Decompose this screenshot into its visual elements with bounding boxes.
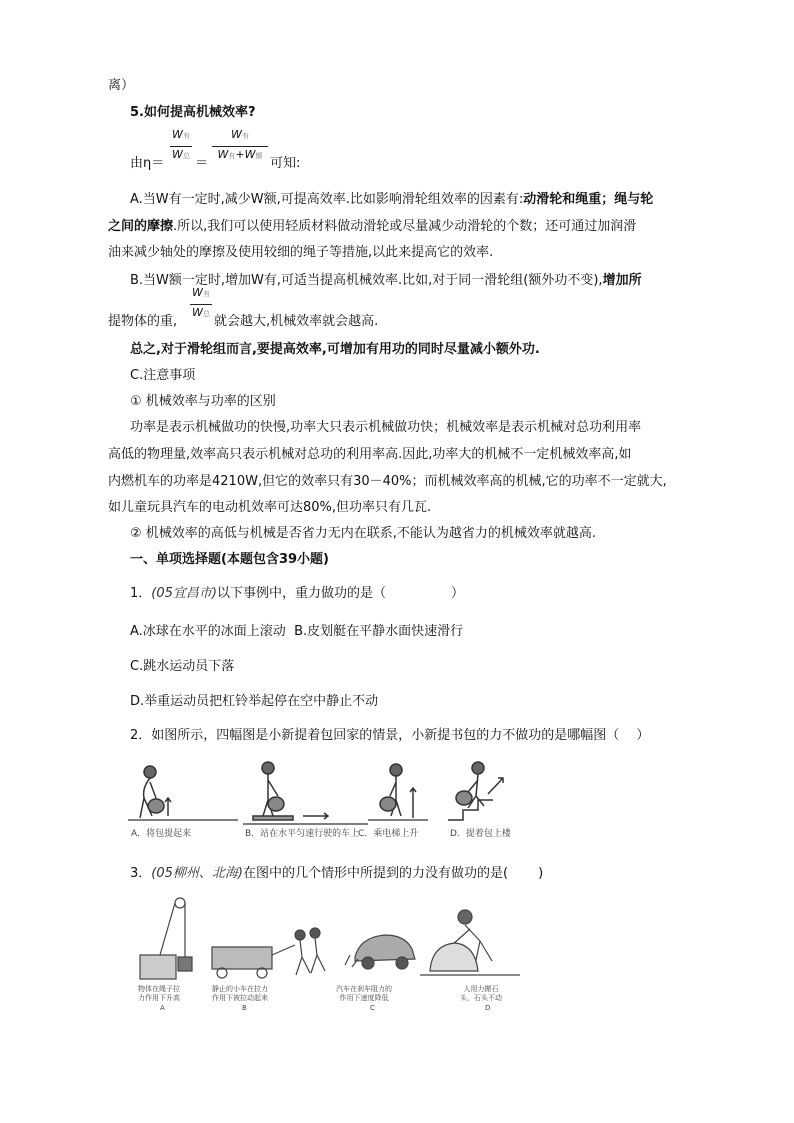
para-a-line3: 油来减少轴处的摩擦及使用较细的绳子等措施,以此来提高它的效率. — [108, 245, 494, 260]
fraction2-denominator: W有+W额 — [217, 148, 263, 161]
q3-letter-b: B — [242, 1004, 247, 1012]
q3-caption-c: 汽车在刹车阻力的 作用下速度降低 — [336, 985, 392, 1002]
note1-line3: 内燃机车的功率是4210W,但它的效率只有30－40%；而机械效率高的机械,它的功率不一定就大, — [108, 474, 667, 489]
q2-caption-a: A．将包提起来 — [131, 829, 192, 839]
q2-caption-d: D．提着包上楼 — [450, 829, 511, 839]
fraction2-numerator: W有 — [231, 128, 249, 141]
note2: ② 机械效率的高低与机械是否省力无内在联系,不能认为越省力的机械效率就越高. — [130, 526, 597, 541]
note1-line2: 高低的物理量,效率高只表示机械对总功的利用率高.因此,功率大的机械不一定机械效率高,如 — [108, 447, 632, 462]
q1-stem: 1．(05宜昌市)以下事例中，重力做功的是（ ） — [130, 586, 464, 601]
top-fragment: 离） — [108, 78, 135, 93]
para-b-line1: B.当W额一定时,增加W有,可适当提高机械效率.比如,对于同一滑轮组(额外功不变),增加所 — [130, 273, 642, 288]
part1-heading: 一、单项选择题(本题包含39小题) — [130, 552, 329, 567]
note1-line4: 如儿童玩具汽车的电动机效率可达80%,但功率只有几瓦. — [108, 500, 432, 515]
para-a-line1: A.当W有一定时,减少W额,可提高效率.比如影响滑轮组效率的因素有:动滑轮和绳重；绳与轮 — [130, 192, 654, 207]
q3-letter-d: D — [485, 1004, 491, 1012]
q1-option-c: C.跳水运动员下落 — [130, 659, 235, 674]
q3-figure — [130, 895, 530, 990]
q2-caption-c: C．乘电梯上升 — [358, 829, 419, 839]
q1-option-d: D.举重运动员把杠铃举起停在空中静止不动 — [130, 694, 379, 709]
note-c: C.注意事项 — [130, 368, 196, 383]
fraction1-bar — [170, 146, 192, 147]
formula-equals: ＝ — [195, 156, 209, 171]
q1-option-a: A.冰球在水平的冰面上滚动 B.皮划艇在平静水面快速滑行 — [130, 624, 464, 639]
para-b-line2-rest: 就会越大,机械效率就会越高. — [214, 314, 379, 329]
small-fraction-numerator: W有 — [192, 286, 210, 299]
formula-prefix: 由η＝ — [130, 156, 165, 171]
section5-heading: 5.如何提高机械效率? — [130, 105, 256, 120]
formula-suffix: 可知: — [270, 156, 301, 171]
fraction1-numerator: W有 — [172, 128, 190, 141]
note1-title: ① 机械效率与功率的区别 — [130, 394, 276, 409]
fraction1-denominator: W总 — [172, 148, 190, 161]
fraction2-bar — [212, 146, 268, 147]
q3-letter-a: A — [160, 1004, 165, 1012]
q3-stem: 3．(05柳州、北海)在图中的几个情形中所提到的力没有做功的是( ) — [130, 866, 544, 881]
q3-caption-b: 静止的小车在拉力 作用下被拉动起来 — [212, 985, 268, 1002]
summary: 总之,对于滑轮组而言,要提高效率,可增加有用功的同时尽量减小额外功. — [130, 342, 540, 357]
q3-letter-c: C — [370, 1004, 375, 1012]
small-fraction-denominator: W总 — [192, 306, 210, 319]
q3-caption-a: 物体在绳子拉 力作用下升高 — [138, 985, 180, 1002]
q2-caption-b: B．站在水平匀速行驶的车上 — [245, 829, 360, 839]
q3-caption-d: 人用力搬石 头，石头不动 — [460, 985, 502, 1002]
q2-stem: 2．如图所示，四幅图是小新提着包回家的情景，小新提书包的力不做功的是哪幅图（ ） — [130, 728, 650, 743]
para-b-line2-bold: 提物体的重, — [108, 314, 178, 329]
small-fraction-bar — [190, 304, 212, 305]
note1-line1: 功率是表示机械做功的快慢,功率大只表示机械做功快；机械效率是表示机械对总功利用率 — [130, 420, 642, 435]
para-a-line2: 之间的摩擦.所以,我们可以使用轻质材料做动滑轮或尽量减少动滑轮的个数；还可通过加润滑 — [108, 219, 637, 234]
